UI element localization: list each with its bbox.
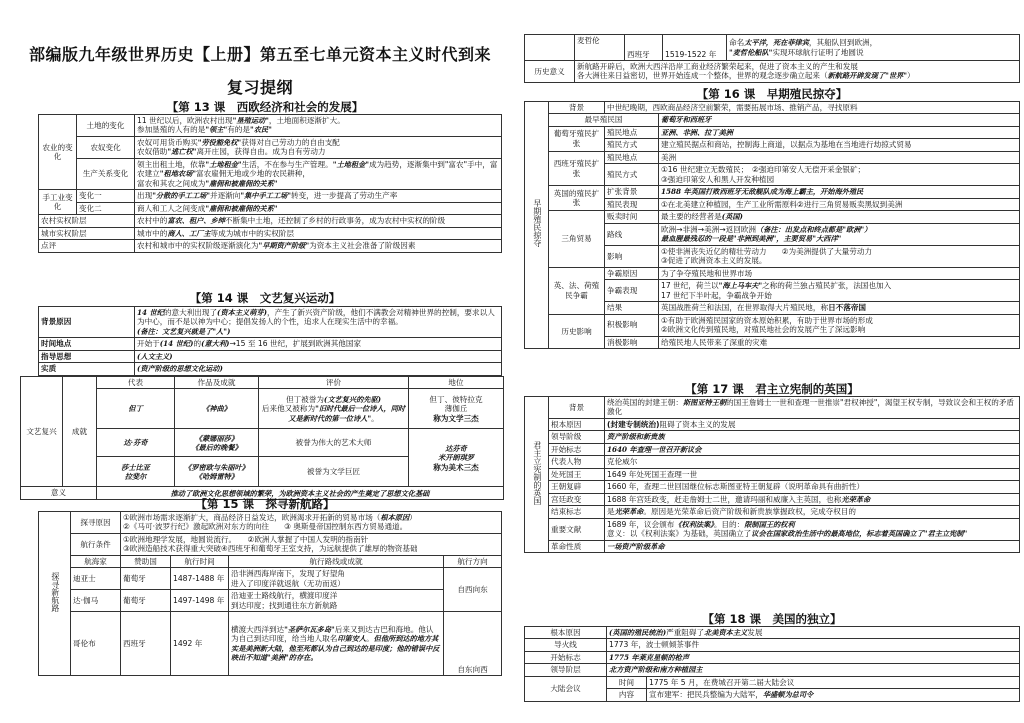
row-label: 变化一 (77, 190, 135, 202)
table-row (525, 481, 1020, 493)
cell: (封建专制统治)阻碍了资本主义的发展 (605, 418, 1020, 430)
cell: 推动了欧洲文化思想领域的繁荣，为欧洲资本主义社会的产生奠定了思想文化基础 (97, 487, 504, 499)
cell (525, 35, 575, 61)
table-row (525, 35, 1020, 61)
table-row (525, 506, 1020, 518)
cell: 一场资产阶级革命 (605, 540, 1020, 552)
row-label: 葡萄牙殖民扩张 (549, 126, 605, 151)
table-row (39, 612, 502, 676)
cell: 《蒙娜丽莎》 《最后的晚餐》 (175, 429, 259, 457)
cell: (英国的殖民统治)严重阻碍了北美资本主义发展 (607, 627, 1020, 639)
table-row (525, 418, 1020, 430)
cell: 克伦威尔 (605, 456, 1020, 468)
table-row (39, 115, 502, 137)
table-row (525, 267, 1020, 279)
cell: 达·芬奇 (97, 429, 175, 457)
cell: 1773 年，波士顿倾茶事件 (607, 639, 1020, 651)
table-row (39, 202, 502, 214)
table-row (525, 456, 1020, 468)
row-label: 处死国王 (549, 468, 605, 480)
row-label: 殖民表现 (605, 198, 659, 210)
cell: 农村和城市中的实权阶级逐渐演化为"早期资产阶级"为资本主义社会准备了阶级因素 (135, 240, 502, 252)
cell: 西班牙 (121, 612, 171, 676)
lesson13-title: 【第 13 课 西欧经济和社会的发展】 (166, 100, 364, 114)
cell: ①欧洲地理学发展，地圆说流行。 ②欧洲人掌握了中国人发明的指南针 ③欧洲造船技术获得重大突破④西班牙和葡萄牙王室支持，为远航提供了雄厚的物资基础 (121, 533, 502, 555)
lesson18-table (524, 626, 1020, 702)
row-label: 代表人物 (549, 456, 605, 468)
column-header: 评价 (259, 377, 409, 389)
column-header: 作品及成就 (175, 377, 259, 389)
cell: 自东向西 (444, 612, 502, 676)
cell: 英国战胜荷兰和法国，在世界取得大片殖民地，称日不落帝国 (659, 302, 1020, 314)
cell: 《罗密欧与朱丽叶》 《哈姆雷特》 (175, 457, 259, 487)
cell: 商人和工人之间变成"雇佣和被雇佣的关系" (135, 202, 502, 214)
column-header: 航行时间 (171, 555, 229, 567)
table-row (39, 338, 502, 350)
table-row (39, 136, 502, 158)
table-row (39, 240, 502, 252)
row-label: 根本原因 (525, 627, 607, 639)
cell: 1640 年查理一世召开新议会 (605, 443, 1020, 455)
row-label: 王朝复辟 (549, 481, 605, 493)
row-label: 重要文献 (549, 518, 605, 540)
cell: 领主出租土地，依靠"土地租金"生活，不在参与生产管理。"土地租金"成为趋势，逐渐集中到"富农"手中，富农建立"租地农场"富农雇佣无地或少地的农民耕种， 富农和其农之间成为"雇佣和被雇佣的关系" (135, 158, 502, 189)
cell: 最主要的经营者是(英国) (659, 211, 1020, 223)
row-label: 变化二 (77, 202, 135, 214)
row-label: 西班牙殖民扩张 (549, 151, 605, 185)
row-label: 指导思想 (39, 350, 135, 362)
column-header: 航行路线或成就 (229, 555, 444, 567)
row-label: 最早殖民国 (549, 114, 659, 126)
cell: 美洲 (659, 151, 1020, 163)
cell: 亚洲、非洲、拉丁美洲 (659, 126, 1020, 138)
row-label: 结果 (605, 302, 659, 314)
lesson15-table (38, 511, 502, 676)
row-label: 革命性质 (549, 540, 605, 552)
lesson18-title: 【第 18 课 美国的独立】 (702, 612, 842, 626)
row-label: 背景 (549, 102, 605, 114)
cell: 命名太平洋，死在菲律宾，其船队回到欧洲， "麦哲伦船队"实现环球航行证明了地圆说 (727, 35, 1020, 61)
cell: 自西向东 (444, 568, 502, 612)
cell: 1497-1498 年 (171, 590, 229, 612)
cell: 新航路开辟后，欧洲大西洋沿岸工商业经济繁荣起来，促进了资本主义的产生和发展 各大洲往来日益密切，世界开始连成一个整体，世界的观念逐步确立起来（新航路开辟发现了"世界"） (575, 61, 1020, 83)
table-row (39, 307, 502, 338)
row-label: 历史意义 (525, 61, 575, 83)
cell: 开始于(14 世纪)的(意大利)→15 至 16 世纪，扩展到欧洲其他国家 (135, 338, 502, 350)
right-column (518, 0, 1024, 723)
cell: 是光荣革命。原因是光荣革命后资产阶级和新贵族掌握政权，完成夺权目的 (605, 506, 1020, 518)
row-label: 消极影响 (605, 336, 659, 348)
cell: 资产阶级和新贵族 (605, 431, 1020, 443)
cell: 横渡大西洋到达"圣萨尔瓦多岛"后来又到达古巴和海地。他认为自己到达印度，给当地人取名印第安人。但他所到达的地方其实是美洲新大陆，他至死都认为自己到达的是印度；他的错误中反映出不知道"美洲"的存在。 (229, 612, 444, 676)
row-label: 路线 (605, 223, 659, 245)
row-label: 手工业变化 (39, 190, 77, 215)
column-header: 航海家 (71, 555, 121, 567)
row-label: 生产关系变化 (77, 158, 135, 189)
cell: (人文主义) (135, 350, 502, 362)
row-label: 文艺复兴 (21, 377, 63, 487)
document-title: 部编版九年级世界历史【上册】第五至七单元资本主义时代到来 (28, 45, 491, 64)
row-label: 领导阶级 (549, 431, 605, 443)
cell: 17 世纪，荷兰以"海上马车夫"之称的荷兰独占殖民扩张，法国也加入 17 世纪下半叶起，争霸战争开始 (659, 280, 1020, 302)
cell: 农奴可用货币购买"劳役豁免权"获得对自己劳动力的自由支配 农奴借助"逃亡权"离开庄园，获得自由。成为自有劳动力 (135, 136, 502, 158)
table-row (525, 518, 1020, 540)
row-label: 扩张背景 (605, 186, 659, 198)
table-row (39, 568, 502, 590)
cell: 《神曲》 (175, 389, 259, 429)
table-row (525, 102, 1020, 114)
table-row (525, 114, 1020, 126)
table-row (525, 468, 1020, 480)
cell: 葡萄牙 (121, 568, 171, 590)
renaissance-table (20, 376, 504, 500)
row-label: 大陆会议 (525, 676, 607, 701)
cell: 1588 年英国打败西班牙无敌舰队成为海上霸主，开始海外殖民 (659, 186, 1020, 198)
row-label: 航行条件 (71, 533, 121, 555)
cell: 但丁被誉为(文艺复兴的先驱) 后来他又被称为"旧时代最后一位诗人，同时又是新时代的第一位诗人"。 (259, 389, 409, 429)
table-row (525, 314, 1020, 336)
row-label: 殖民方式 (605, 164, 659, 186)
row-label: 农业的变化 (39, 115, 77, 190)
table-row (525, 540, 1020, 552)
table-row (525, 151, 1020, 163)
cell: 11 世纪以后，欧洲农村出现"垦殖运动"，土地面积逐渐扩大。 参加垦殖的人有的是"领主"有的是"农民" (135, 115, 502, 137)
table-row (525, 211, 1020, 223)
row-label: 城市实权阶层 (39, 227, 135, 239)
row-label: 早期殖民掠夺 (525, 102, 549, 349)
table-row (525, 397, 1020, 419)
row-label: 探寻新航路 (39, 512, 71, 676)
cell: 1649 年处死国王查理一世 (605, 468, 1020, 480)
cell: ①欧洲市场需求逐渐扩大，商品经济日益发达，欧洲渴求开拓新的贸易市场（根本原因） ②《马可·波罗行纪》激起欧洲对东方的向往 ③ 奥斯曼帝国控制东西方贸易通道。 (121, 512, 502, 534)
row-label: 影响 (605, 245, 659, 267)
cell: 1775 年 5 月，在费城召开第二届大陆会议 (647, 676, 1020, 688)
row-label: 英、法、荷殖民争霸 (549, 267, 605, 314)
row-label: 背景原因 (39, 307, 135, 338)
cell: 沿迪亚士路线航行，横渡印度洋 到达印度；找到通往东方新航路 (229, 590, 444, 612)
row-label: 背景 (549, 397, 605, 419)
cell: 为了争夺殖民地和世界市场 (659, 267, 1020, 279)
table-row (39, 555, 502, 567)
cell: 被誉为伟大的艺术大师 (259, 429, 409, 457)
row-label: 殖民地点 (605, 126, 659, 138)
cell: 沿非洲西海岸南下，发现了好望角 进入了印度洋就返航（无功而返） (229, 568, 444, 590)
column-header: 赞助国 (121, 555, 171, 567)
lesson16-title: 【第 16 课 早期殖民掠夺】 (696, 87, 848, 101)
row-label: 结束标志 (549, 506, 605, 518)
table-row (525, 61, 1020, 83)
row-label: 实质 (39, 363, 135, 375)
cell: 农村中的富农、租户、乡绅不断集中土地，还控制了乡村的行政事务，成为农村中实权的阶级 (135, 215, 502, 227)
cell: 麦哲伦 (575, 35, 625, 61)
row-label: 导火线 (525, 639, 607, 651)
table-row (39, 158, 502, 189)
lesson14-title: 【第 14 课 文艺复兴运动】 (189, 291, 341, 305)
table-row (39, 512, 502, 534)
cell: ①16 世纪建立无数殖民； ②强迫印第安人无偿开采金银矿； ③强迫印第安人和黑人开发种植园 (659, 164, 1020, 186)
table-row (39, 363, 502, 375)
cell: 城市中的商人、工厂主等成为城市中的实权阶层 (135, 227, 502, 239)
cell: ①使非洲丧失近亿的精壮劳动力 ②为美洲提供了大量劳动力 ③促进了欧洲资本主义的发展。 (659, 245, 1020, 267)
row-label: 殖民地点 (605, 151, 659, 163)
cell: 宣布建军：把民兵整编为大陆军，华盛顿为总司令 (647, 689, 1020, 701)
row-label: 内容 (607, 689, 647, 701)
table-row (39, 533, 502, 555)
cell: 葡萄牙 (121, 590, 171, 612)
lesson17-table (524, 396, 1020, 553)
row-label: 成就 (63, 377, 97, 487)
table-row (525, 664, 1020, 676)
table-row (525, 676, 1020, 688)
row-label: 开始标志 (525, 651, 607, 663)
row-label: 探寻原因 (71, 512, 121, 534)
row-label: 君主立宪制的英国 (525, 397, 549, 553)
cell: 迪亚士 (71, 568, 121, 590)
cell: 达·伽马 (71, 590, 121, 612)
table-row (525, 639, 1020, 651)
row-label: 争霸表现 (605, 280, 659, 302)
table-row (39, 590, 502, 612)
row-label: 时间地点 (39, 338, 135, 350)
row-label: 根本原因 (549, 418, 605, 430)
table-row (39, 190, 502, 202)
cell: 出现"分散的手工工场"并逐渐向"集中手工工场"转变，进一步提高了劳动生产率 (135, 190, 502, 202)
row-label: 点评 (39, 240, 135, 252)
row-label: 贩卖时间 (605, 211, 659, 223)
column-header: 航行方向 (444, 555, 502, 567)
cell: 建立殖民据点和商站，控制海上商道，以据点为基地在当地进行劫掠式贸易 (659, 139, 1020, 151)
row-label: 意义 (21, 487, 97, 499)
cell: 哥伦布 (71, 612, 121, 676)
cell: 14 世纪的意大利出现了(资本主义萌芽)，产生了新兴资产阶级，他们不满教会对精神世界的控制，要求以人为中心，而不是以神为中心；提倡发扬人的个性，追求人在现实生活中的幸福。 (备注：文艺复兴就是了"人") (135, 307, 502, 338)
cell: 1487-1488 年 (171, 568, 229, 590)
cell: 1775 年莱克星顿的枪声 (607, 651, 1020, 663)
cell: ①在北美建立种植园，生产工业所需原料②进行三角贸易贩卖黑奴到美洲 (659, 198, 1020, 210)
lesson14-table (38, 306, 502, 376)
lesson17-title: 【第 17 课 君主立宪制的英国】 (685, 382, 859, 396)
cell: 被誉为文学巨匠 (259, 457, 409, 487)
left-column (0, 0, 510, 723)
row-label: 争霸原因 (605, 267, 659, 279)
row-label: 农奴变化 (77, 136, 135, 158)
row-label: 领导阶层 (525, 664, 607, 676)
cell: 给殖民地人民带来了深重的灾难 (659, 336, 1020, 348)
column-header: 地位 (409, 377, 504, 389)
table-row (39, 227, 502, 239)
table-row (525, 431, 1020, 443)
table-row (525, 186, 1020, 198)
cell: 但丁 (97, 389, 175, 429)
cell: 西班牙 (625, 35, 663, 61)
table-row (525, 493, 1020, 505)
row-label: 土地的变化 (77, 115, 135, 137)
row-label: 殖民方式 (605, 139, 659, 151)
magellan-table (524, 34, 1020, 83)
table-row (21, 377, 504, 389)
table-row (525, 627, 1020, 639)
table-row (39, 350, 502, 362)
cell: (资产阶级的思想文化运动) (135, 363, 502, 375)
table-row (525, 443, 1020, 455)
row-label: 时间 (607, 676, 647, 688)
cell: 欧洲→非洲→美洲→返回欧洲（备注：出发点和终点都是"欧洲"） 最血腥最残忍的一段是"非洲到美洲"，主要贸易"大西洋" (659, 223, 1020, 245)
cell: 莎士比亚 拉斐尔 (97, 457, 175, 487)
cell: 但丁、彼特拉克 薄伽丘 称为文学三杰 (409, 389, 504, 429)
cell: 1688 年宫廷政变，赶走詹姆士二世，邀请玛丽和威廉入主英国，也称光荣革命 (605, 493, 1020, 505)
row-label: 历史影响 (549, 314, 605, 348)
cell: 葡萄牙和西班牙 (659, 114, 1020, 126)
document-subtitle: 复习提纲 (226, 78, 293, 97)
column-header: 代表 (97, 377, 175, 389)
table-row (525, 651, 1020, 663)
row-label: 三角贸易 (549, 211, 605, 267)
table-row (525, 126, 1020, 138)
row-label: 开始标志 (549, 443, 605, 455)
cell: 1689 年，议会颁布《权利法案》。目的：限制国王的权利 意义：以《权利法案》为基础，英国确立了议会在国家政治生活中的最高地位，标志着英国确立了"君主立宪制" (605, 518, 1020, 540)
cell: 1519-1522 年 (663, 35, 727, 61)
row-label: 积极影响 (605, 314, 659, 336)
cell: 北方资产阶级和南方种植园主 (607, 664, 1020, 676)
cell: 1492 年 (171, 612, 229, 676)
cell: 绕治英国的封建王朝：斯图亚特王朝的国王詹姆士一世和查理一世推崇"君权神授"，渴望王权专制，导致议会和王权的矛盾激化 (605, 397, 1020, 419)
row-label: 农村实权阶层 (39, 215, 135, 227)
cell: 中世纪晚期，西欧商品经济空前繁荣，需要拓展市场、推销产品，寻找原料 (605, 102, 1020, 114)
row-label: 宫廷政变 (549, 493, 605, 505)
lesson16-table (524, 101, 1020, 349)
lesson15-title: 【第 15 课 探寻新航路】 (195, 497, 335, 511)
row-label: 英国的殖民扩张 (549, 186, 605, 211)
lesson13-table (38, 114, 502, 253)
cell: ①有助于欧洲殖民国家的资本原始积累，有助于世界市场的形成 ②欧洲文化传到殖民地，对殖民地社会的发展产生了深远影响 (659, 314, 1020, 336)
table-row (39, 215, 502, 227)
cell: 达芬奇 米开朗琪罗 称为美术三杰 (409, 429, 504, 487)
cell: 1660 年，查理二世回国继位标志斯图亚特王朝复辟（说明革命具有曲折性） (605, 481, 1020, 493)
